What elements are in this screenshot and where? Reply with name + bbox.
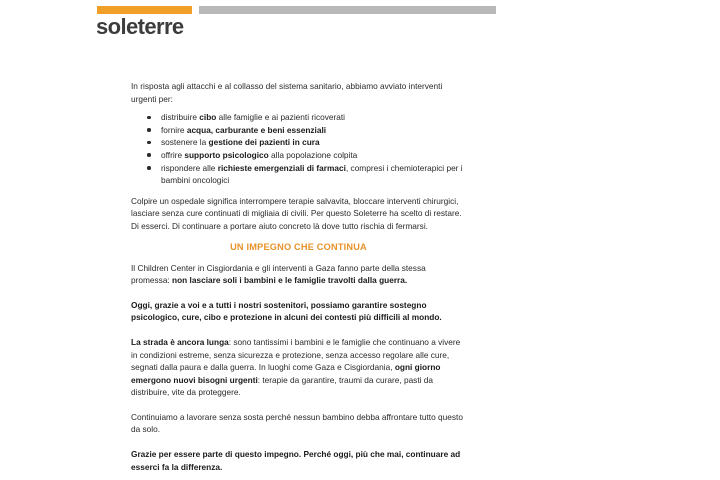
header-rule-bar	[199, 6, 496, 14]
interventions-list	[131, 111, 466, 187]
list-item: rispondere alle richieste emergenziali di farmaci, compresi i chemioterapici per i bambini oncologici	[131, 162, 466, 187]
list-item: fornire acqua, carburante e beni essenziali	[131, 124, 466, 137]
continue-work-paragraph: Continuiamo a lavorare senza sosta perché nessun bambino debba affrontare tutto questo da solo.	[131, 411, 463, 435]
list-item: sostenere la gestione dei pazienti in cura	[131, 136, 466, 149]
hospital-paragraph: Colpire un ospedale significa interrompere terapie salvavita, bloccare interventi chirurgici, lasciare senza cure continuati di migliaia di civili. Per questo Soleterre ha scelto di restare. Di esserci. Di continuare a portare aiuto concreto là dove tutto rischia di fermarsi.	[131, 195, 462, 231]
intro-paragraph: In risposta agli attacchi e al collasso del sistema sanitario, abbiamo avviato interventi urgenti per:	[131, 81, 443, 104]
soleterre-logo: soleterre	[96, 14, 184, 39]
letter-body	[131, 80, 466, 473]
long-road-paragraph: La strada è ancora lunga: sono tantissimi i bambini e le famiglie che continuano a vivere in condizioni estreme, senza sicurezza e protezione, senza accesso regolare alle cure, segnati dalla paura e dalla guerra. In luoghi come Gaza e Cisgiordania, ogni giorno emergono nuovi bisogni urgenti: terapie da garantire, traumi da curare, pasti da distribuire, vite da proteggere.	[131, 336, 461, 398]
header-accent-bar	[97, 6, 192, 14]
list-item: distribuire cibo alle famiglie e ai pazienti ricoverati	[131, 111, 466, 124]
children-center-paragraph: Il Children Center in Cisgiordania e gli interventi a Gaza fanno parte della stessa promessa: non lasciare soli i bambini e le famiglie travolti dalla guerra.	[131, 262, 426, 286]
closing-paragraph: Grazie per essere parte di questo impegno. Perché oggi, più che mai, continuare ad esserci fa la differenza.	[131, 449, 461, 472]
thanks-today-paragraph: Oggi, grazie a voi e a tutti i nostri sostenitori, possiamo garantire sostegno psicologico, cure, cibo e protezione in alcuni dei contesti più difficili al mondo.	[131, 299, 442, 323]
list-item: offrire supporto psicologico alla popolazione colpita	[131, 149, 466, 162]
section-heading: UN IMPEGNO CHE CONTINUA	[230, 241, 367, 252]
